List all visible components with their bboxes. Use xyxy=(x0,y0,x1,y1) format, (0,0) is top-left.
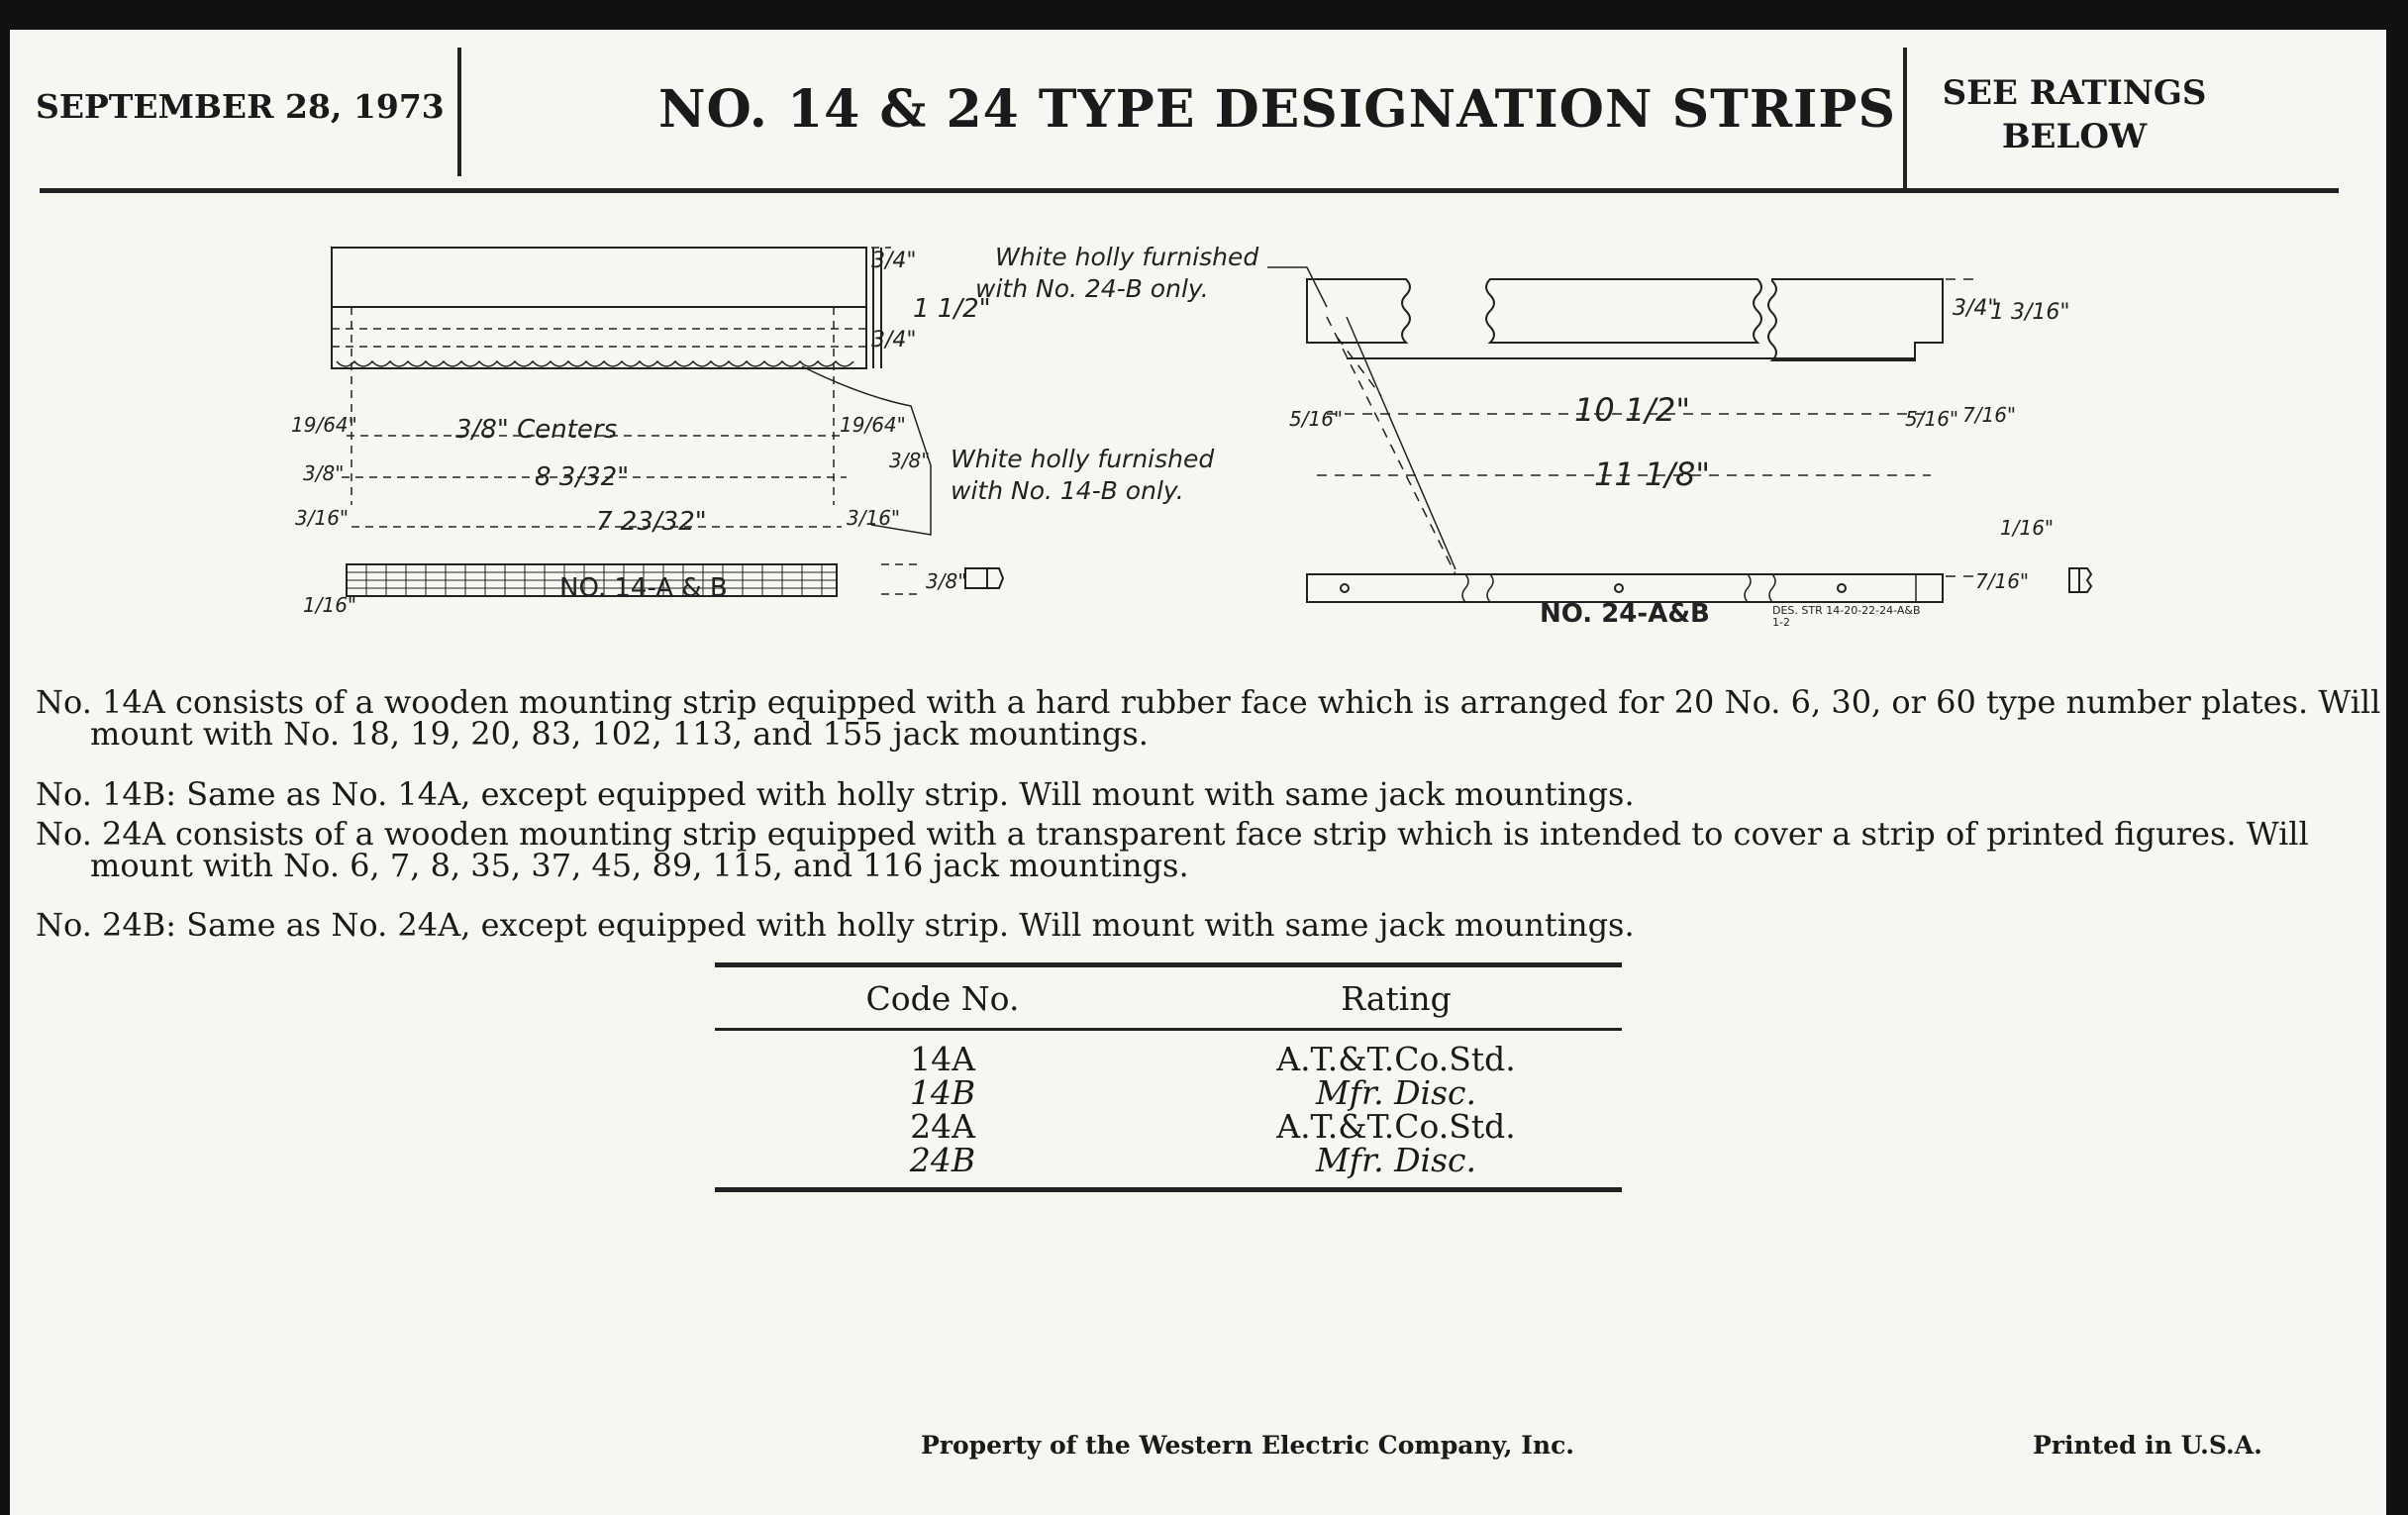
strip-24-dim-7-16-top: 7/16" xyxy=(1962,403,2017,427)
holly-note-24-line2: with No. 24-B only. xyxy=(975,274,1209,303)
length-a-label: 8 3/32" xyxy=(535,462,630,492)
strip-24-top-segment-3 xyxy=(1768,279,1943,360)
ratings-note-line2: BELOW xyxy=(2001,117,2148,156)
code-cell: 24B xyxy=(715,1144,1170,1190)
drawing-ref-sheet: 1-2 xyxy=(1772,616,1790,629)
drawing-no-14-labels xyxy=(291,249,1214,617)
paragraph-14b: No. 14B: Same as No. 14A, except equipped with holly strip. Will mount with same jack mountings. xyxy=(36,775,1635,813)
strip-24-top-segment-2 xyxy=(1486,279,1761,343)
strip-24-length-a: 10 1/2" xyxy=(1574,391,1691,429)
page-title-text: NO. 14 & 24 TYPE DESIGNATION STRIPS xyxy=(657,79,1897,140)
strip-24-end-view xyxy=(2069,568,2091,592)
header-divider-left xyxy=(457,48,461,176)
code-cell: 14A xyxy=(910,1040,975,1078)
table-row xyxy=(715,1076,1622,1110)
dim-3-8-side: 3/8" xyxy=(926,569,967,593)
drawing-ref: DES. STR 14-20-22-24-A&B xyxy=(1772,604,1921,617)
header-rule xyxy=(40,188,2339,193)
dim-3-4-top: 3/4" xyxy=(871,249,917,273)
strip-24-dim-5-16-left: 5/16" xyxy=(1289,407,1344,431)
dim-1-16: 1/16" xyxy=(303,593,357,617)
table-row xyxy=(715,1144,1622,1190)
strip-14-label: NO. 14-A & B xyxy=(559,573,728,603)
strip-24-dim-5-16-right: 5/16" xyxy=(1905,407,1959,431)
ratings-note xyxy=(1911,71,2238,158)
holly-note-14-line1: White holly furnished xyxy=(951,445,1215,473)
strip-24-side-view xyxy=(1307,574,1943,602)
footer-property: Property of the Western Electric Company, Inc. xyxy=(921,1431,1575,1460)
code-header: Code No. xyxy=(715,965,1170,1030)
ratings-table-header xyxy=(715,965,1622,1030)
rating-header: Rating xyxy=(1170,965,1622,1030)
paragraph-14a: No. 14A consists of a wooden mounting strip equipped with a hard rubber face which is arranged for 20 No. 6, 30, or 60 type number plates. Will mount with No. 18, 19, 20, 83, 102, 113, and 155 jack mountings. xyxy=(36,683,2381,753)
centers-label: 3/8" Centers xyxy=(455,415,618,445)
holly-note-14-line2: with No. 14-B only. xyxy=(951,476,1184,505)
number-plate-wave xyxy=(337,361,853,366)
paragraph-24b: No. 24B: Same as No. 24A, except equipped with holly strip. Will mount with same jack mountings. xyxy=(36,906,1635,944)
rating-cell: A.T.&T.Co.Std. xyxy=(1276,1040,1516,1078)
dim-3-8-right: 3/8" xyxy=(889,449,931,472)
ratings-table xyxy=(715,962,1622,1192)
code-cell: 24A xyxy=(910,1107,975,1146)
drawing-no-24-labels xyxy=(975,243,2070,629)
strip-24-dim-3-4: 3/4" xyxy=(1953,296,1998,321)
strip-24-label: NO. 24-A&B xyxy=(1540,599,1710,629)
paragraph-24a: No. 24A consists of a wooden mounting strip equipped with a transparent face strip which is intended to cover a strip of printed figures. Will mount with No. 6, 7, 8, 35, 37, 45, 89, 115, and 116 jack mountings. xyxy=(36,815,2309,884)
dim-1-1-2: 1 1/2" xyxy=(913,294,991,324)
header-divider-right xyxy=(1903,48,1907,188)
strip-24-length-b: 11 1/8" xyxy=(1594,455,1711,493)
strip-24-dim-1-3-16: 1 3/16" xyxy=(1990,300,2070,325)
document-sheet xyxy=(10,30,2386,1515)
footer-printed: Printed in U.S.A. xyxy=(2033,1431,2262,1460)
strip-14-end-view xyxy=(965,568,1003,588)
dim-3-16-left: 3/16" xyxy=(295,506,350,530)
rating-cell: A.T.&T.Co.Std. xyxy=(1276,1107,1516,1146)
strip-24-top-segment-1 xyxy=(1307,279,1410,343)
length-b-label: 7 23/32" xyxy=(596,507,707,537)
dim-19-64-right: 19/64" xyxy=(840,413,906,437)
ratings-note-line1: SEE RATINGS xyxy=(1942,73,2207,113)
rating-cell: Mfr. Disc. xyxy=(1315,1073,1477,1112)
document-date: SEPTEMBER 28, 1973 xyxy=(36,87,445,126)
strip-24-dim-7-16-side: 7/16" xyxy=(1975,569,2030,593)
code-cell: 14B xyxy=(909,1073,976,1112)
strip-24-dim-1-16: 1/16" xyxy=(2000,516,2055,540)
dim-3-16-right: 3/16" xyxy=(847,506,901,530)
holly-note-24-line1: White holly furnished xyxy=(995,243,1259,271)
dim-3-4-bottom: 3/4" xyxy=(871,328,917,353)
technical-drawings xyxy=(10,208,2386,654)
dim-19-64-left: 19/64" xyxy=(291,413,357,437)
rating-cell: Mfr. Disc. xyxy=(1170,1144,1622,1190)
table-row xyxy=(715,1030,1622,1077)
table-row xyxy=(715,1110,1622,1144)
dim-3-8-left: 3/8" xyxy=(303,461,345,485)
